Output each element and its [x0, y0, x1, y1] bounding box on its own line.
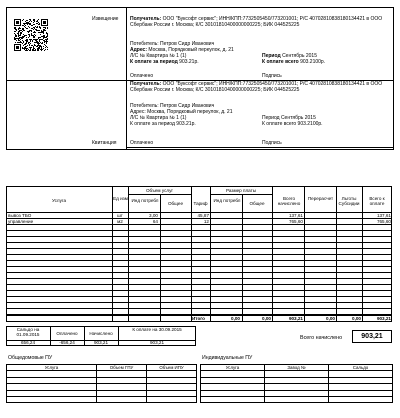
- address-text: Москва, Порядковый переулок, д. 21: [148, 47, 234, 53]
- due-total-value: 903.2100р.: [300, 59, 326, 65]
- row-line: [6, 308, 392, 309]
- receipt-label: Квитанция: [92, 140, 117, 146]
- balance-v4: 903,21: [149, 340, 165, 345]
- header-common2: Общее: [249, 201, 265, 206]
- receipt-signature-label: Подпись: [262, 140, 282, 146]
- row-line: [6, 236, 392, 237]
- balance-h2: Оплачено: [56, 331, 78, 336]
- qr-code-icon: [14, 19, 48, 51]
- receipt-due: К оплате за период 903.21р.: [130, 121, 196, 127]
- header-benefits: Льготы Субсидии: [338, 196, 360, 207]
- notice-recipient: [130, 17, 392, 29]
- individual-pu-h3: Сальдо: [329, 365, 393, 371]
- row-line: [6, 290, 392, 291]
- header-volume: Объем услуг: [145, 188, 174, 193]
- balance-v2: -656,24: [59, 340, 75, 345]
- notice-due: [130, 60, 199, 66]
- notice-account: Л/С № Квартира № 1 (1): [130, 53, 187, 59]
- header-unit: Ед изм: [113, 196, 128, 201]
- header-total-charged: Всего начислено: [277, 196, 301, 207]
- row2-due: 765,60: [376, 219, 391, 224]
- individual-pu-title: Индивидуальные ПУ: [202, 355, 253, 361]
- period-value: Сентябрь 2015: [282, 53, 317, 59]
- notice-divider: [126, 7, 127, 150]
- receipt-address-label: Адрес:: [130, 109, 146, 115]
- receipt-recipient: [130, 82, 392, 94]
- due-value: 903.21р.: [179, 59, 199, 65]
- individual-pu-h1: Услуга: [201, 365, 265, 371]
- period-label: Период: [262, 53, 281, 59]
- row1-charged: 137,61: [288, 213, 303, 218]
- receipt-due-total: К оплате всего 903.2100р.: [262, 121, 323, 127]
- receipt-recipient-text: ООО "Буксофт сервис"; ИНН/КПП:7732505450/773201001; Р/С 40702810838180134421 в ООО Сбербанк России г. Москва; К/С 30101810400000000225; БИК 044525225: [130, 81, 383, 93]
- common-pu-h3: Объем ИПУ: [147, 365, 197, 371]
- receipt-period-label: Период: [262, 115, 280, 121]
- row-line: [6, 260, 392, 261]
- receipt-account: Л/С № Квартира № 1 (1): [130, 115, 187, 121]
- row2-name: управление: [8, 219, 34, 224]
- row1-due: 137,61: [376, 213, 391, 218]
- recipient-label: Получатель:: [130, 16, 162, 22]
- row-line: [6, 248, 392, 249]
- row1-ind: 3,00: [149, 213, 158, 218]
- header-recalc: Перерасчет: [307, 196, 334, 201]
- balance-h1: Сальдо на 01.09.2015: [16, 327, 40, 338]
- common-pu-title: Общедомовые ПУ: [8, 355, 53, 361]
- table-row: [201, 396, 393, 402]
- balance-v3: 903,21: [93, 340, 109, 345]
- notice-signature-label: Подпись: [262, 73, 282, 79]
- header-tariff: Тариф: [193, 201, 208, 206]
- row-line: [6, 254, 392, 255]
- totals-v4: 0,00: [326, 316, 335, 321]
- receipt-consumer: Потебитель: Петров Сидр Иванович: [130, 103, 215, 109]
- row-line: [6, 302, 392, 303]
- receipt-bottom-line: [126, 147, 394, 148]
- row1-tariff: 45,87: [197, 213, 209, 218]
- recipient-text: ООО "Буксофт сервис"; ИНН/КПП:7732505450/773201001; Р/С 40702810838180134421 в ООО Сбербанк России г. Москва; К/С 30101810400000000225; БИК 044525225: [130, 16, 383, 28]
- receipt-address-text: Москва, Порядковый переулок, д. 21: [147, 109, 233, 115]
- row-line: [6, 266, 392, 267]
- common-pu-h2: Объем ГПУ: [97, 365, 147, 371]
- header-sub-line: [128, 194, 191, 195]
- header-service: Услуга: [51, 198, 66, 203]
- totals-v6: 903,21: [376, 316, 391, 321]
- row-line: [6, 230, 392, 231]
- balance-v1: 656,24: [20, 340, 36, 345]
- balance-h4: К оплате на 30.09.2015: [132, 327, 182, 332]
- common-pu-h1: Услуга: [7, 365, 97, 371]
- receipt-recipient-label: Получатель:: [130, 81, 162, 87]
- header-pay: Размер платы: [225, 188, 257, 193]
- grand-total-value: 903,21: [361, 333, 383, 340]
- address-label: Адрес:: [130, 47, 147, 53]
- row1-name: вывоз ТБО: [8, 213, 32, 218]
- row2-tariff: 12: [203, 219, 209, 224]
- header-sub-line: [210, 194, 272, 195]
- receipt-period-value: Сентябрь 2015: [280, 115, 316, 121]
- header-total-due: Всего к оплате: [369, 196, 385, 207]
- individual-pu-table: [200, 364, 393, 403]
- totals-v5: 0,00: [352, 316, 361, 321]
- totals-v2: 0,00: [262, 316, 271, 321]
- row-line: [6, 272, 392, 273]
- row2-unit: м2: [117, 219, 123, 224]
- totals-v3: 903,21: [288, 316, 303, 321]
- notice-due-total: [262, 60, 325, 66]
- row2-ind: 64: [152, 219, 158, 224]
- table-row: [7, 396, 197, 402]
- header-ind2: Инд потребл: [213, 198, 241, 203]
- totals-v1: 0,00: [231, 316, 240, 321]
- row1-unit: шт: [117, 213, 123, 218]
- receipt-paid-label: Оплачено: [130, 140, 154, 146]
- row-line: [6, 278, 392, 279]
- balance-h3: Начислено: [89, 331, 113, 336]
- due-total-label: К оплате всего: [262, 59, 299, 65]
- grand-total-label: Всего начислено: [300, 335, 343, 341]
- row-line: [6, 284, 392, 285]
- notice-consumer: Потебитель: Петров Сидр Иванович: [130, 41, 215, 47]
- individual-pu-h2: Завод №: [265, 365, 329, 371]
- header-common: Общее: [167, 201, 184, 206]
- totals-label: Итого: [192, 316, 205, 321]
- common-pu-table: [6, 364, 197, 403]
- row-line: [6, 296, 392, 297]
- notice-label: Извещение: [92, 16, 119, 22]
- notice-paid-label: Оплачено: [130, 73, 154, 79]
- header-ind: Инд потребл: [131, 198, 159, 203]
- row2-charged: 765,60: [288, 219, 303, 224]
- row-line: [6, 242, 392, 243]
- due-label: К оплате за период: [130, 59, 178, 65]
